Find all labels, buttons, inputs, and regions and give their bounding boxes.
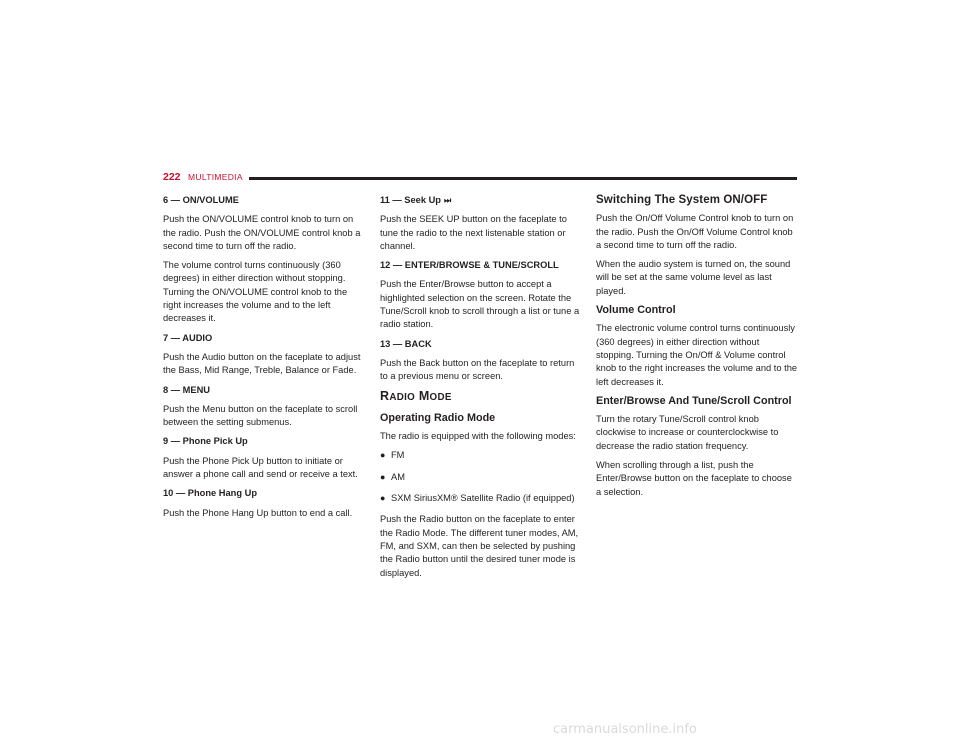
- radio-mode-initial-m: M: [418, 388, 430, 403]
- phone-pickup-heading: 9 — Phone Pick Up: [163, 436, 248, 447]
- column-right: [596, 194, 798, 505]
- seek-up-paragraph: Push the SEEK UP button on the faceplate to tune the radio to the next listenable station or channel.: [380, 214, 567, 251]
- back-paragraph: Push the Back button on the faceplate to return to a previous menu or screen.: [380, 357, 575, 382]
- mode-am: AM: [391, 471, 405, 482]
- operating-radio-mode-heading: Operating Radio Mode: [380, 411, 496, 424]
- switching-system-heading: Switching The System ON/OFF: [596, 194, 768, 206]
- phone-pickup-paragraph: Push the Phone Pick Up button to initiate or answer a phone call and send or receive a text.: [163, 455, 358, 480]
- bullet-icon: ●: [380, 471, 386, 482]
- seek-up-heading-text: 11 — Seek Up: [380, 195, 441, 205]
- menu-paragraph: Push the Menu button on the faceplate to scroll between the setting submenus.: [163, 403, 358, 428]
- radio-mode-heading: [380, 390, 580, 404]
- enter-browse-tune-heading: Enter/Browse And Tune/Scroll Control: [596, 394, 792, 407]
- switching-paragraph-2: When the audio system is turned on, the sound will be set at the same volume level as last played.: [596, 259, 791, 296]
- seek-up-icon: ⏭: [443, 196, 450, 205]
- radio-mode-initial-r: R: [380, 388, 390, 403]
- onvolume-heading: 6 — ON/VOLUME: [163, 195, 239, 205]
- audio-heading: 7 — AUDIO: [163, 332, 213, 343]
- audio-paragraph: Push the Audio button on the faceplate to adjust the Bass, Mid Range, Treble, Balance or Fade.: [163, 351, 361, 376]
- radio-mode-rest-adio: ADIO: [389, 391, 416, 403]
- operating-radio-mode-paragraph: The radio is equipped with the following modes:: [380, 431, 576, 442]
- radio-button-paragraph: Push the Radio button on the faceplate to enter the Radio Mode. The different tuner modes, AM, FM, and SXM, can then be selected by pushing the Radio button until the desired tuner mode is displayed.: [380, 514, 579, 578]
- volume-control-paragraph: The electronic volume control turns continuously (360 degrees) in either direction without stopping. Turning the On/Off & Volume control knob to the right increases the volume and to the left decreases it.: [596, 323, 798, 387]
- page-number: 222: [163, 171, 181, 183]
- radio-mode-rest-ode: ODE: [429, 391, 452, 403]
- phone-hangup-paragraph: Push the Phone Hang Up button to end a call.: [163, 507, 353, 518]
- list-item: [380, 471, 580, 484]
- column-left: [163, 194, 363, 526]
- onvolume-paragraph-1: Push the ON/VOLUME control knob to turn on the radio. Push the ON/VOLUME control knob a second time to turn off the radio.: [163, 214, 361, 251]
- section-title: MULTIMEDIA: [188, 172, 243, 182]
- enter-browse-heading: 12 — ENTER/BROWSE & TUNE/SCROLL: [380, 260, 559, 271]
- page-header: [163, 171, 797, 187]
- onvolume-paragraph-2: The volume control turns continuously (360 degrees) in either direction without stopping. Turning the ON/VOLUME control knob to the right increases the volume and to the left decreases it.: [163, 260, 348, 324]
- list-item: [380, 492, 580, 505]
- enter-browse-paragraph: Push the Enter/Browse button to accept a highlighted selection on the screen. Rotate the Tune/Scroll knob to scroll through a list or tune a radio station.: [380, 279, 580, 330]
- menu-heading: 8 — MENU: [163, 384, 211, 395]
- mode-sxm: SXM SiriusXM® Satellite Radio (if equipped): [391, 493, 575, 504]
- radio-modes-list: [380, 449, 580, 505]
- bullet-icon: ●: [380, 493, 386, 504]
- phone-hangup-heading: 10 — Phone Hang Up: [163, 488, 258, 499]
- volume-control-heading: Volume Control: [596, 304, 676, 317]
- column-middle: [380, 194, 580, 586]
- mode-fm: FM: [391, 450, 405, 461]
- switching-paragraph-1: Push the On/Off Volume Control knob to turn on the radio. Push the On/Off Volume Control knob a second time to turn off the radio.: [596, 213, 794, 250]
- seek-up-heading: [380, 194, 580, 207]
- list-item: [380, 449, 580, 462]
- bullet-icon: ●: [380, 450, 386, 461]
- header-rule: [249, 177, 797, 180]
- enter-browse-tune-paragraph-2: When scrolling through a list, push the Enter/Browse button on the faceplate to choose a selection.: [596, 460, 792, 497]
- back-heading: 13 — BACK: [380, 338, 432, 349]
- enter-browse-tune-paragraph-1: Turn the rotary Tune/Scroll control knob clockwise to increase or counterclockwise to decrease the radio station frequency.: [596, 414, 779, 451]
- watermark: carmanualsonline.info: [553, 722, 697, 737]
